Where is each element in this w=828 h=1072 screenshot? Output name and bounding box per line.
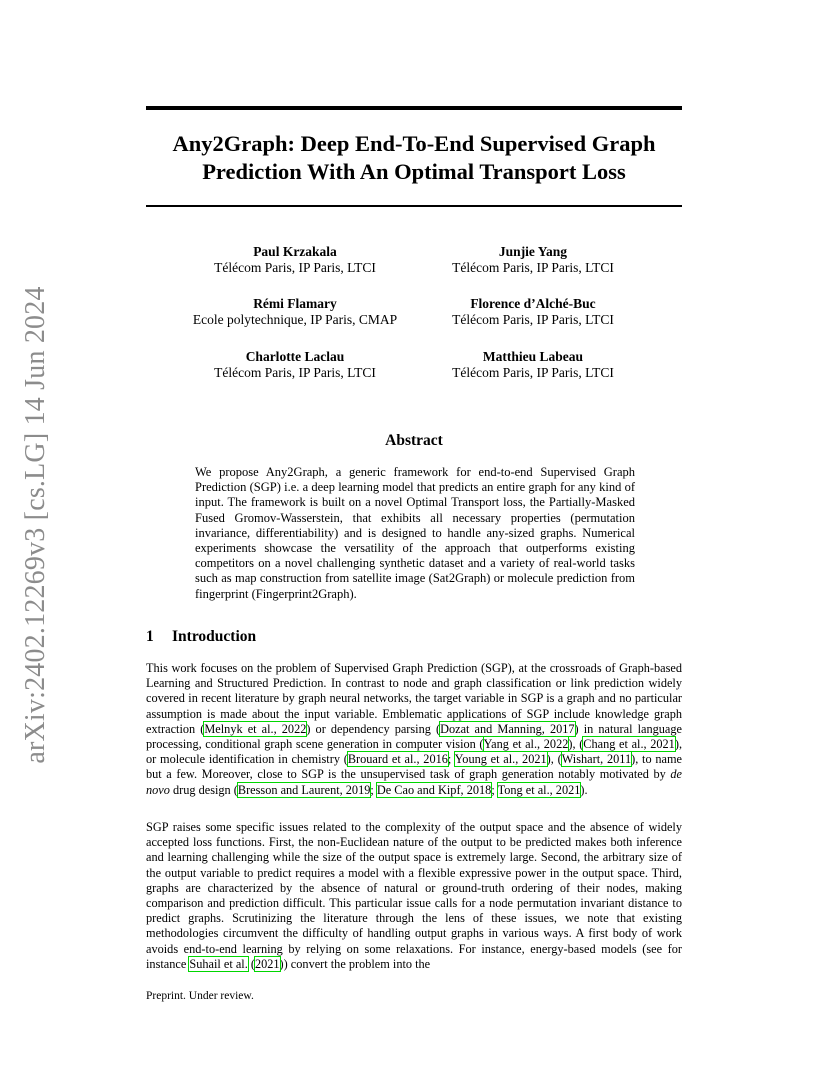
- author-name: Florence d’Alché-Buc: [470, 296, 596, 311]
- author-name: Matthieu Labeau: [482, 349, 584, 364]
- section-number: 1: [146, 628, 154, 645]
- citation-link[interactable]: Chang et al., 2021: [583, 737, 675, 752]
- author-block: [165, 349, 425, 381]
- citation-link[interactable]: Wishart, 2011: [561, 752, 632, 767]
- author-block: [403, 349, 663, 381]
- citation-link[interactable]: Bresson and Laurent, 2019: [237, 782, 371, 797]
- author-block: [403, 296, 663, 328]
- author-affiliation: Télécom Paris, IP Paris, LTCI: [214, 365, 376, 380]
- title-bottom-rule: [146, 205, 682, 207]
- citation-link[interactable]: Dozat and Manning, 2017: [440, 721, 575, 736]
- author-block: [403, 244, 663, 276]
- abstract-heading: Abstract: [385, 432, 443, 449]
- citation-link[interactable]: Suhail et al.: [189, 956, 248, 971]
- author-name: Rémi Flamary: [253, 296, 337, 311]
- citation-link[interactable]: De Cao and Kipf, 2018: [376, 782, 492, 797]
- author-name: Junjie Yang: [498, 244, 568, 259]
- abstract-text: We propose Any2Graph, a generic framework for end-to-end Supervised Graph Prediction (SGP) i.e. a deep learning model that predicts an entire graph for any kind of input. The framework is built on a novel Optimal Transport loss, the Partially-Masked Fused Gromov-Wasserstein, that exhibits all necessary properties (permutation invariance, differentiability) and is designed to handle any-sized graphs. Numerical experiments showcase the versatility of the approach that outperforms existing competitors on a novel challenging synthetic dataset and a variety of real-world tasks such as map construction from satellite image (Sat2Graph) or molecule prediction from fingerprint (Fingerprint2Graph).: [195, 465, 635, 601]
- citation-link[interactable]: 2021: [254, 956, 280, 971]
- author-affiliation: Télécom Paris, IP Paris, LTCI: [452, 365, 614, 380]
- intro-paragraph-2: SGP raises some specific issues related to the complexity of the output space and the absence of widely accepted loss functions. First, the non-Euclidean nature of the output to be predicted makes both inference and learning challenging while the size of the output space is extremely large. Second, the arbitrary size of the output variable to predict requires a model with a flexible expressive power in the output space. Third, graphs are characterized by the absence of natural or ground-truth ordering of their nodes, making comparison and prediction difficult. This particular issue calls for a node permutation invariant distance to predict graphs. Scrutinizing the literature through the lens of these issues, we note that existing methodologies circumvent the difficulty of handling output graphs in various ways. A first body of work avoids end-to-end learning by relying on some relaxations. For instance, energy-based models (see for instance Suhail et al. (2021)) convert the problem into the: [146, 820, 682, 971]
- section-title: Introduction: [172, 628, 257, 645]
- footer-note: Preprint. Under review.: [146, 990, 254, 1002]
- citation-link[interactable]: Young et al., 2021: [454, 752, 547, 767]
- citation-link[interactable]: Tong et al., 2021: [497, 782, 581, 797]
- section-heading: [146, 628, 256, 646]
- citation-link[interactable]: Melnyk et al., 2022: [204, 721, 307, 736]
- author-name: Paul Krzakala: [253, 244, 337, 259]
- emphasis-text: de novo: [146, 767, 682, 797]
- author-block: [165, 244, 425, 276]
- citation-link[interactable]: Brouard et al., 2016: [347, 752, 448, 767]
- author-block: [165, 296, 425, 328]
- intro-paragraph-1: This work focuses on the problem of Supervised Graph Prediction (SGP), at the crossroads of Graph-based Learning and Structured Prediction. In contrast to node and graph classification or link prediction widely covered in recent literature by graph neural networks, the target variable in SGP is a graph and no particular assumption is made about the input variable. Emblematic applications of SGP include knowledge graph extraction (Melnyk et al., 2022) or dependency parsing (Dozat and Manning, 2017) in natural language processing, conditional graph scene generation in computer vision (Yang et al., 2022), (Chang et al., 2021), or molecule identification in chemistry (Brouard et al., 2016; Young et al., 2021), (Wishart, 2011), to name but a few. Moreover, close to SGP is the unsupervised task of graph generation notably motivated by de novo drug design (Bresson and Laurent, 2019; De Cao and Kipf, 2018; Tong et al., 2021).: [146, 661, 683, 797]
- author-name: Charlotte Laclau: [245, 349, 345, 364]
- citation-link[interactable]: Yang et al., 2022: [483, 737, 569, 752]
- author-affiliation: Télécom Paris, IP Paris, LTCI: [452, 260, 614, 275]
- arxiv-side-stamp: arXiv:2402.12269v3 [cs.LG] 14 Jun 2024: [20, 286, 51, 764]
- author-affiliation: Télécom Paris, IP Paris, LTCI: [214, 260, 376, 275]
- top-rule: [146, 106, 682, 110]
- author-affiliation: Ecole polytechnique, IP Paris, CMAP: [192, 312, 398, 327]
- author-affiliation: Télécom Paris, IP Paris, LTCI: [452, 312, 614, 327]
- paper-title: Any2Graph: Deep End-To-End Supervised Graph Prediction With An Optimal Transport Loss: [172, 131, 656, 184]
